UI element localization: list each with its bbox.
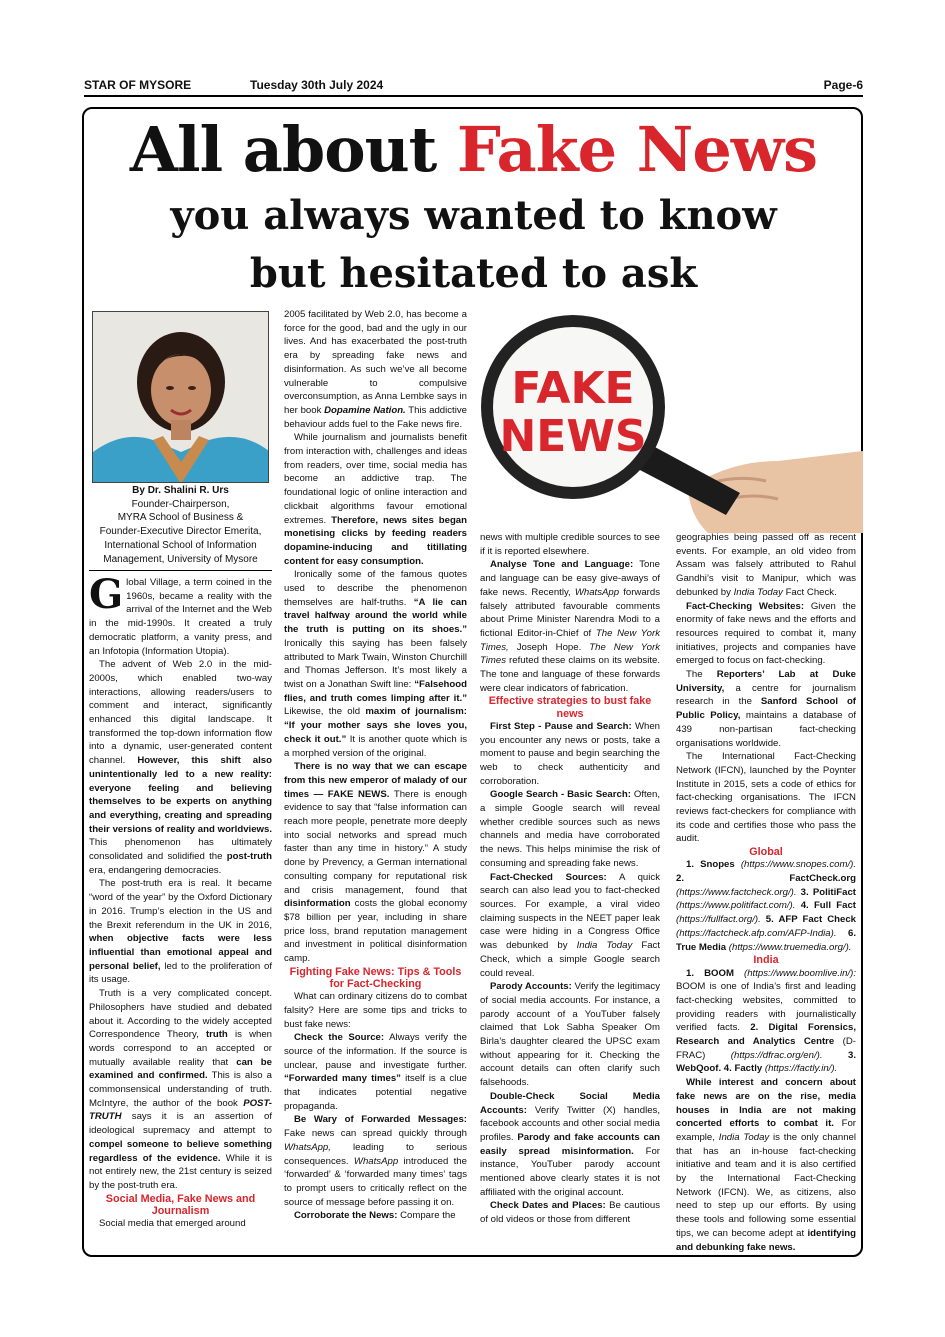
subheadline-2: but hesitated to ask (249, 250, 698, 297)
col3-bold: Check Dates and Places: (490, 1200, 606, 1212)
col1-text: Truth is a very complicated concept. Philosophers have studied and debated about it. According to the widely accepted Correspondence Theory, (89, 988, 272, 1041)
site-url: (https://factcheck.afp.com/AFP-India). (676, 927, 837, 939)
col4-text: a centre for journalism research in the (676, 682, 856, 708)
col2-bold: maxim of journalism: “If your mother says she loves you, check it out.” (284, 706, 467, 745)
headline-part2: Fake News (456, 113, 818, 186)
col3-bold: Parody Accounts: (490, 981, 572, 993)
col4-bold: Fact-Checking Websites: (686, 600, 805, 612)
col4-text: maintains a database of 439 non-partisan fact-checking organisations worldwide. (676, 710, 856, 749)
col2-text: itself is a clue that indicates potential negative propaganda. (284, 1073, 468, 1112)
col2-italic: WhatsApp (353, 1155, 399, 1167)
col3-italic: The New York Times, (480, 627, 660, 653)
col3-text: Tone and language can be easy give-aways of fake news. Recently, (480, 559, 660, 598)
col4-text: For example, (676, 1118, 856, 1143)
site-url: (https://fullfact.org/). (676, 914, 761, 926)
site-url: (https://www.snopes.com/). (740, 859, 856, 871)
headline-part1: All about (129, 113, 437, 186)
book-title: Dopamine Nation. (324, 404, 406, 416)
col4-text: BOOM is one of India’s first and leading fact-checking websites, committed to providing readers with journalistically verified facts. (676, 981, 856, 1034)
author-name: By Dr. Shalini R. Urs (132, 485, 229, 496)
col2-italic: WhatsApp, (284, 1141, 331, 1153)
page-header (84, 78, 863, 96)
col1-text: While it is not entirely new, the 21st century is seized by the post-truth era. (89, 1152, 273, 1191)
site-name: 4. Factly (723, 1063, 763, 1075)
author-photo (92, 311, 269, 483)
col2-text: 2005 facilitated by Web 2.0, has become a force for the good, bad and the ugly in our lives. And has exacerbated the post-truth era by spreading fake news and disinformation. As such we’ve all become vulnerable to compulsive overconsumption, as Anna Lembke says in her book (284, 309, 467, 416)
col4-text: is the only channel that has an in-house fact-checking initiative and team and it is also certified by the International Fact-Checking Network (IFCN). We, as citizens, also need to step up our efforts. By using these tools and following some essential tips, we can become adept at (676, 1131, 857, 1239)
site-name: 6. True Media (676, 927, 856, 953)
byline-line: Founder-Executive Director Emerita, (99, 526, 262, 538)
col2-text: Likewise, the old (284, 706, 361, 718)
col1-text: The post-truth era is real. It became “word of the year” by the Oxford Dictionary in 2016. Trump’s election in the US and the Brexit referendum in the UK in 2016, (89, 878, 272, 931)
col4-text: The (686, 669, 703, 681)
col1-text: The advent of Web 2.0 in the mid-2000s, which enabled two-way interactions, allowing readers/users to comment and interact, significantly enhanced this digital landscape. It transformed the top-down information flow into a dynamic, user-generated content channel. (89, 659, 272, 767)
col2-bold: There is no way that we can escape from this new emperor of malady of our times — FAKE NEWS. (284, 761, 467, 800)
art-text-fake: FAKE (511, 363, 635, 414)
col4-bold: Sanford School of Public Policy, (676, 696, 856, 722)
col1-p1: lobal Village, a term coined in the 1960s, became a reality with the arrival of the Internet and the Web in the mid-1990s. It created a truly democratic platform, a vanity press, and an Infotopia (Information Utopia). (89, 577, 272, 657)
col3-text: Often, a simple Google search will reveal whether credible sources such as news channels and media have corroborated the news. This helps minimise the risk of consuming and spreading fake news. (480, 789, 660, 869)
col2-bold: Therefore, news sites began monetising clicks by feeding readers dopamine-inducing and titillating content for easy consumption. (284, 514, 467, 567)
col2-bold: “Falsehood flies, and truth comes limping after it.” (284, 678, 467, 704)
col3-text: refuted these claims on its website. The tone and language of these forwards were clear indicators of fabrication. (480, 655, 660, 694)
col4-text: The International Fact-Checking Network (IFCN), launched by the Poynter Institute in 2015, sets a code of ethics for fact-checking organisations. The IFCN reviews fact-checkers for compliance with its code and certifies those who pass the audit. (676, 751, 856, 845)
col1-text: This is also a commonsensical understanding of truth. McIntyre, the author of the book (89, 1070, 273, 1109)
col3-text: Joseph Hope. (516, 641, 582, 653)
col2-bold: disinformation (284, 898, 351, 910)
site-name: 1. BOOM (686, 967, 734, 979)
column-4 (676, 531, 856, 1254)
col2-text: Ironically this saying has been falsely attributed to Mark Twain, Winston Churchill and Thomas Jefferson. It’s most likely a twist on a Jonathan Swift line: (284, 637, 467, 690)
book-title: POST-TRUTH (89, 1097, 272, 1123)
site-name: 4. Full Fact (800, 900, 856, 912)
byline-line: MYRA School of Business & (117, 512, 244, 524)
paper-name: STAR OF MYSORE (84, 78, 192, 92)
art-text-news: NEWS (499, 411, 647, 462)
col2-bold: “A lie can travel halfway around the world while the truth is putting on its shoes.” (284, 596, 467, 636)
col2-text: costs the global economy $78 billion per year, including in share price loss, brand reputation management and investment in political disinformation camp. (284, 898, 467, 965)
section-heading-social: Social Media, Fake News and Journalism (105, 1192, 256, 1217)
col3-bold: First Step - Pause and Search: (490, 720, 632, 732)
col3-text: forwards falsely attributed favourable comments about Prime Minister Narendra Modi to a fictional Editor-in-Chief of (480, 586, 661, 639)
col3-italic: India Today (576, 940, 633, 952)
col1-text: Social media that emerged around (99, 1218, 246, 1230)
col4-bold: Reporters’ Lab at Duke University, (676, 669, 857, 694)
issue-date: Tuesday 30th July 2024 (250, 78, 384, 92)
drop-cap: G (89, 571, 124, 618)
site-url: (https://www.truemedia.org/). (728, 941, 852, 953)
col2-text: Compare the (400, 1210, 456, 1222)
col3-text: Be cautious of old videos or those from different (480, 1200, 660, 1226)
col1-bold: when objective facts were less influential than emotional appeal and personal belief, (89, 933, 272, 972)
col2-text: There is enough evidence to say that “false information can reach more people, penetrate more deeply into social networks and spread much faster than any time in history.” A study done by Prevency, a German international consulting company for reputational risk and crisis management, found that (284, 788, 467, 896)
col4-text: Fact Check. (785, 586, 837, 598)
col2-text: It is another quote which is a morphed version of the original. (284, 733, 467, 759)
col1-text: era, endangering democracies. (89, 864, 222, 876)
col1-bold: However, this shift also unintentionally led to a new reality: everyone feeling and believing themselves to be experts on anything and everything, creating and spreading their versions of reality and worldviews. (89, 755, 272, 835)
col2-bold: Check the Source: (294, 1032, 385, 1044)
col3-italic: WhatsApp (574, 586, 620, 598)
col1-bold: compel someone to believe something regardless of the evidence. (89, 1138, 272, 1164)
col3-text: Verify Twitter (X) handles, facebook accounts and other social media profiles. (480, 1104, 660, 1143)
byline (89, 484, 272, 566)
section-heading-strategies: Effective strategies to bust fake news (488, 695, 652, 720)
page-number: Page-6 (823, 78, 863, 92)
col3-italic: The New York Times (480, 641, 660, 667)
site-url: (https://www.boomlive.in/): (744, 967, 856, 979)
col4-text: (D-FRAC) (676, 1036, 856, 1061)
byline-line: International School of Information (104, 539, 257, 551)
site-name: 1. Snopes (686, 859, 735, 871)
col4-bold: identifying and debunking fake news. (676, 1227, 856, 1253)
fake-news-illustration (478, 311, 863, 533)
col3-bold: Fact-Checked Sources: (490, 871, 607, 883)
byline-line: Founder-Chairperson, (131, 498, 230, 510)
site-url: (https://www.politifact.com/). (676, 900, 796, 912)
col4-text: Given the enormity of fake news and the efforts and resources required to combat it, many initiatives, projects and companies have emerged to focus on fact-checking. (676, 600, 856, 667)
site-url: (https://www.factcheck.org/). (676, 886, 797, 898)
col2-text: introduced the ‘forwarded’ & ‘forwarded many times’ tags to prompt users to critically reflect on the source of message before passing it on. (284, 1155, 467, 1208)
col3-bold: Parody and fake accounts can easily spread misinformation. (480, 1131, 660, 1157)
section-heading-tips: Fighting Fake News: Tips & Tools for Fact-Checking (289, 965, 462, 990)
column-1 (89, 571, 273, 1231)
col4-italic: India Today (718, 1131, 770, 1143)
col2-text: Always verify the source of the information. If the source is unclear, pause and investigate further. (284, 1032, 467, 1071)
column-2 (284, 308, 467, 1223)
col3-text: For instance, YouTuber parody account mentioned above clearly states it is not affiliated with the original account. (480, 1145, 660, 1198)
site-name: 5. AFP Fact Check (765, 914, 856, 926)
site-name: 3. PolitiFact (800, 886, 857, 898)
site-name: 3. WebQoof. (676, 1049, 857, 1075)
col4-bold: While interest and concern about fake news are on the rise, media houses in India are not making concerted efforts to combat it. (676, 1077, 856, 1130)
col2-bold: Corroborate the News: (294, 1210, 398, 1222)
section-heading-global: Global (749, 846, 783, 859)
header-rule (84, 95, 863, 97)
col4-text: geographies being passed off as recent events. For example, an old video from Assam was falsely attributed to Rahul Gandhi’s visit to Manipur, which was debunked by (676, 532, 856, 598)
col1-text: led to the proliferation of its usage. (89, 960, 272, 986)
section-heading-india: India (753, 954, 779, 967)
col2-text: While journalism and journalists benefit from interaction with, challenges and ideas from readers, over time, social media has become an addictive trap. The foundational logic of online interaction and clickbait algorithms favour emotional extremes. (284, 432, 467, 526)
site-name: 2. Digital Forensics, Research and Analytics Centre (676, 1022, 856, 1048)
col2-bold: “Forwarded many times” (284, 1073, 401, 1085)
col1-bold: post-truth (226, 851, 272, 863)
col3-bold: Google Search - Basic Search: (490, 789, 631, 801)
col2-text: This addictive behaviour adds fuel to the Fake news fire. (284, 404, 467, 430)
headline (84, 113, 863, 187)
col3-bold: Double-Check Social Media Accounts: (480, 1090, 660, 1116)
col3-text: news with multiple credible sources to see if it is reported elsewhere. (480, 532, 660, 557)
col2-text: Fake news can spread quickly through (284, 1128, 467, 1140)
col1-text: This phenomenon has ultimately consolidated and solidified the (89, 837, 272, 863)
site-url: (https://factly.in/). (764, 1063, 838, 1075)
col1-bold: can be examined and confirmed. (89, 1056, 272, 1082)
subheadline-1: you always wanted to know (170, 192, 777, 239)
col2-text: What can ordinary citizens do to combat falsity? Here are some tips and tricks to bust fake news: (284, 991, 467, 1030)
col3-text: A quick search can also lead you to fact-checked sources. For example, a viral video claiming suspects in the NEET paper leak case were hiding in a Congress Office was debunked by (480, 871, 660, 952)
col1-text: is when words correspond to an accepted or mutually available reality that (89, 1029, 273, 1068)
col3-text: When you encounter any news or posts, take a moment to pause and begin searching the web to check authenticity and corroboration. (480, 720, 660, 787)
col2-text: leading to serious consequences. (284, 1141, 467, 1167)
col3-bold: Analyse Tone and Language: (490, 559, 634, 571)
col3-text: Fact Check, which a simple Google search could reveal. (480, 940, 660, 979)
site-url: (https://dfrac.org/en/). (730, 1049, 823, 1061)
col2-text: Ironically some of the famous quotes used to describe the phenomenon themselves are half-truths. (284, 569, 467, 608)
col4-italic: India Today (733, 586, 783, 598)
col1-text: says it is an assertion of ideological supremacy and attempt to (89, 1111, 272, 1137)
site-name: 2. FactCheck.org (676, 873, 856, 885)
col1-bold: truth (205, 1029, 228, 1041)
col2-bold: Be Wary of Forwarded Messages: (294, 1114, 467, 1126)
col3-text: Verify the legitimacy of social media accounts. For instance, a parody account of a YouTuber falsely claimed that Lok Sabha Speaker Om Birla’s daughter cleared the UPSC exam without appearing for it. Checking the account details can often clarify such falsehoods. (480, 981, 660, 1089)
byline-line: Management, University of Mysore (103, 553, 258, 565)
column-3 (480, 531, 660, 1227)
